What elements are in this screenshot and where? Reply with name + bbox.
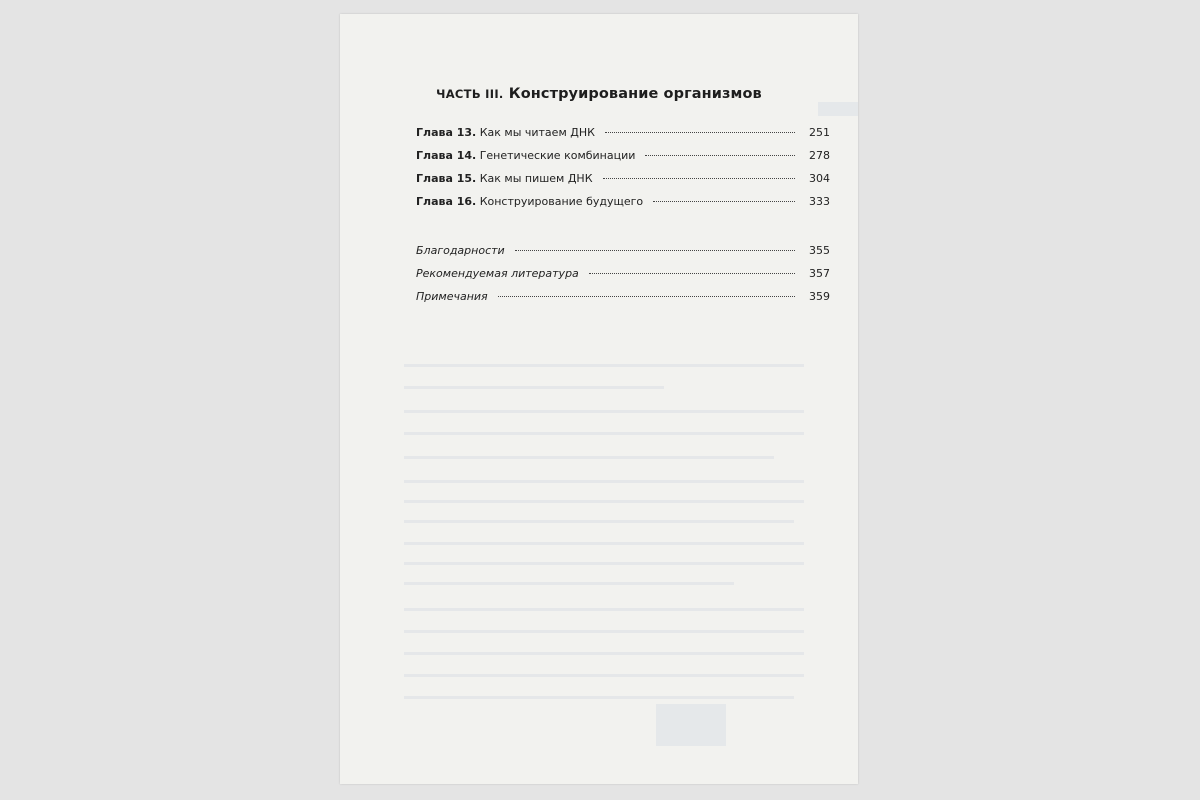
chapter-title: Как мы пишем ДНК — [479, 172, 593, 185]
dot-leader — [645, 155, 795, 156]
book-page — [340, 14, 858, 784]
back-matter-list — [416, 244, 830, 313]
toc-entry-chapter-13[interactable] — [416, 126, 830, 149]
dot-leader — [515, 250, 795, 251]
chapter-list — [416, 126, 830, 218]
chapter-title: Генетические комбинации — [479, 149, 636, 162]
chapter-title: Как мы читаем ДНК — [479, 126, 595, 139]
dot-leader — [498, 296, 795, 297]
chapter-label: Глава 16. — [416, 195, 477, 208]
toc-entry-chapter-15[interactable] — [416, 172, 830, 195]
page-number: 251 — [809, 126, 830, 139]
chapter-title: Конструирование будущего — [479, 195, 644, 208]
page-number: 278 — [809, 149, 830, 162]
chapter-label: Глава 14. — [416, 149, 477, 162]
dot-leader — [653, 201, 795, 202]
entry-title: Рекомендуемая литература — [416, 267, 579, 280]
toc-entry-chapter-16[interactable] — [416, 195, 830, 218]
part-heading — [340, 86, 858, 102]
page-number: 359 — [809, 290, 830, 303]
dot-leader — [589, 273, 795, 274]
entry-title: Благодарности — [416, 244, 505, 257]
page-number: 357 — [809, 267, 830, 280]
entry-title: Примечания — [416, 290, 488, 303]
part-title-text: Конструирование организмов — [508, 86, 762, 102]
page-number: 304 — [809, 172, 830, 185]
dot-leader — [605, 132, 795, 133]
dot-leader — [603, 178, 795, 179]
chapter-label: Глава 13. — [416, 126, 477, 139]
toc-entry-chapter-14[interactable] — [416, 149, 830, 172]
page-number: 355 — [809, 244, 830, 257]
chapter-label: Глава 15. — [416, 172, 477, 185]
page-number: 333 — [809, 195, 830, 208]
toc-entry-recommended-reading[interactable] — [416, 267, 830, 290]
toc-entry-notes[interactable] — [416, 290, 830, 313]
toc-entry-acknowledgements[interactable] — [416, 244, 830, 267]
part-label: ЧАСТЬ III. — [436, 87, 504, 101]
